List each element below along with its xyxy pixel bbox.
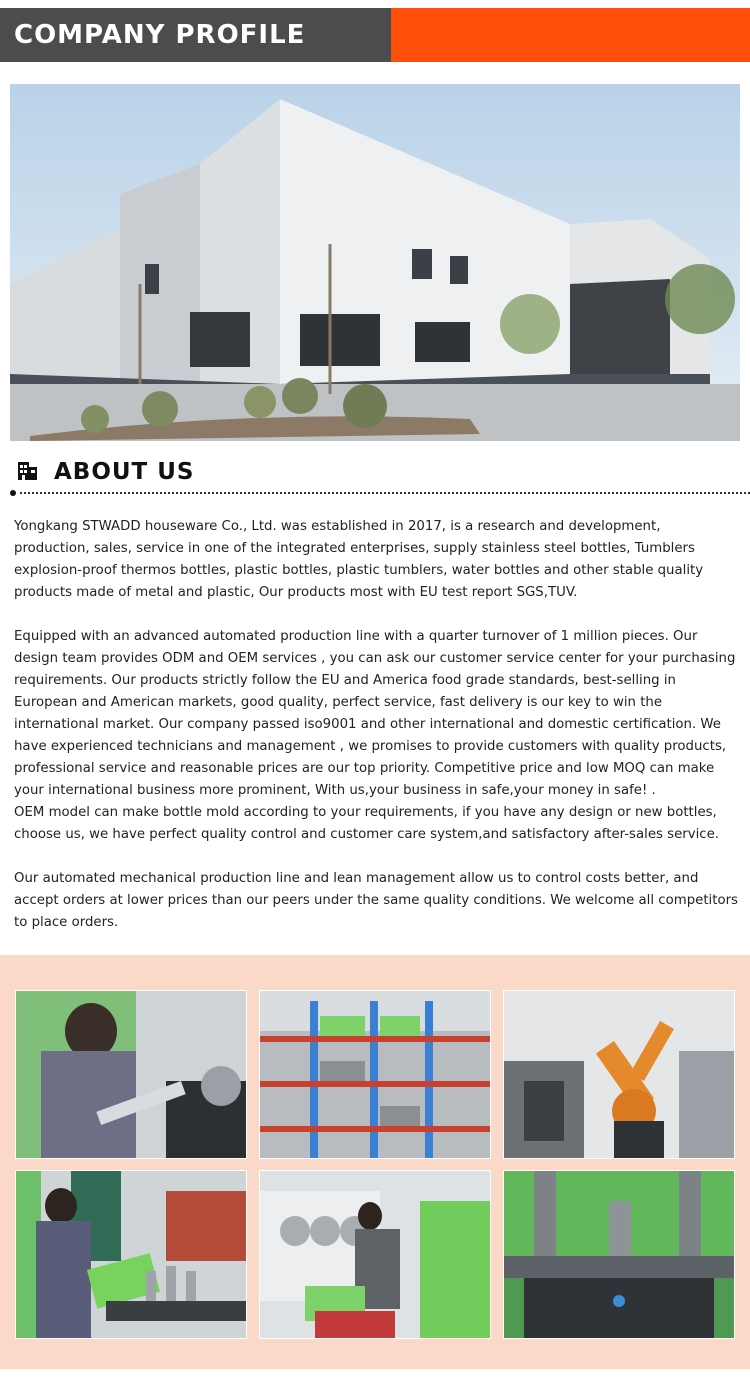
robot-arm-photo — [503, 990, 735, 1159]
factory-building-photo — [10, 84, 740, 441]
about-paragraph: Equipped with an advanced automated production line with a quarter turnover of 1 million pieces. Our design team provides ODM and OEM services , you can ask our customer service center for your purchasing requirements. Our products strictly follow the EU and America food grade standards, best-selling in European and American markets, good quality, perfect service, fast delivery is our key to win the international market. Our company passed iso9001 and other international and domestic certification. We have experienced technicians and management , we promises to provide customers with quality products, professional service and reasonable prices are our top priority. Competitive price and low MOQ can make your international business more prominent, With us,your business in safe,your money in safe! . — [14, 629, 736, 798]
factory-gallery — [0, 955, 750, 1369]
about-us-title: ABOUT US — [54, 459, 195, 485]
banner-accent-block — [391, 8, 750, 62]
building-icon — [16, 458, 40, 482]
about-us-text — [14, 516, 738, 934]
warehouse-shelves-photo — [259, 990, 491, 1159]
worker-machine-photo — [259, 1170, 491, 1339]
header-banner — [0, 8, 750, 62]
about-paragraph: OEM model can make bottle mold according to your requirements, if you have any design or new bottles, choose us, we have perfect quality control and customer care system,and satisfactory after-sales service. — [14, 805, 720, 842]
press-machine-photo — [503, 1170, 735, 1339]
worker-packing-photo — [15, 1170, 247, 1339]
page-title: COMPANY PROFILE — [14, 20, 306, 50]
about-paragraph: Yongkang STWADD houseware Co., Ltd. was established in 2017, is a research and development, production, sales, service in one of the integrated enterprises, supply stainless steel bottles, Tumblers explosion-proof thermos bottles, plastic bottles, plastic tumblers, water bottles and other stable quality products made of metal and plastic, Our products most with EU test report SGS,TUV. — [14, 519, 709, 600]
divider-dotted-line — [20, 492, 750, 494]
about-paragraph: Our automated mechanical production line and lean management allow us to control costs better, and accept orders at lower prices than our peers under the same quality conditions. We welcome all competitors to place orders. — [14, 871, 738, 930]
section-divider — [10, 490, 750, 496]
worker-polishing-photo — [15, 990, 247, 1159]
divider-dot — [10, 490, 16, 496]
